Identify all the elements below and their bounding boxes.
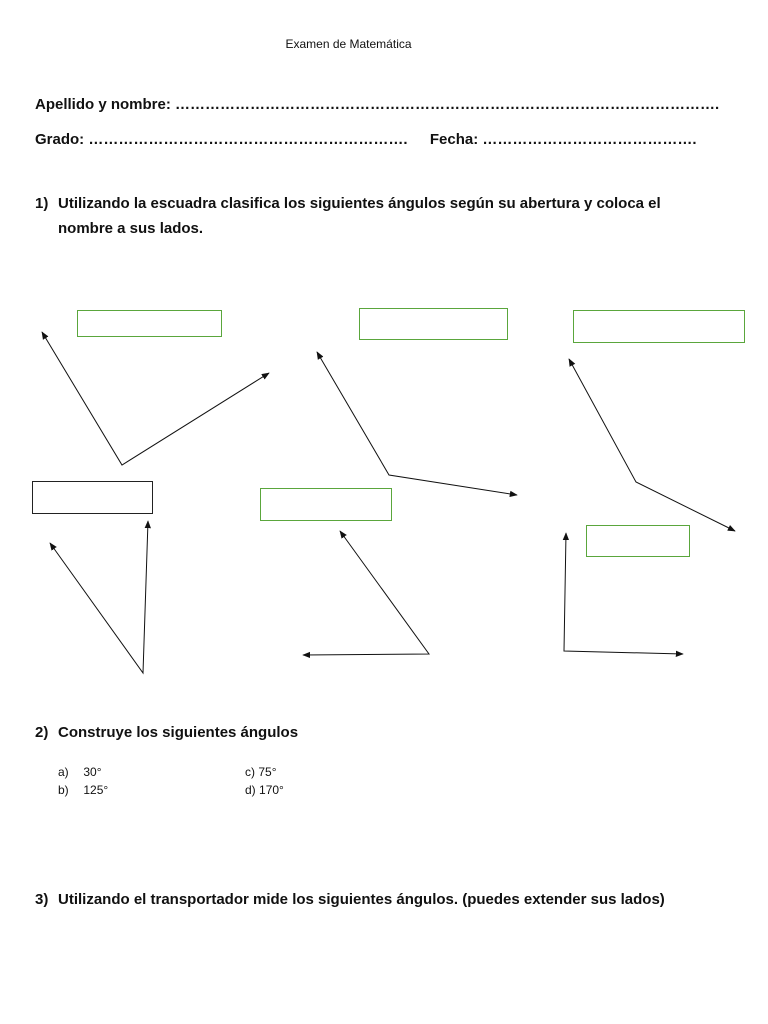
grade-dots[interactable]: ………………………………………………………. bbox=[88, 131, 408, 148]
date-dots[interactable]: ……………………………………. bbox=[482, 131, 697, 148]
question-3 bbox=[35, 887, 675, 912]
option-a-letter: a) bbox=[58, 765, 69, 779]
option-a-value: 30° bbox=[83, 765, 102, 779]
angle-4 bbox=[50, 521, 148, 673]
answer-box-1[interactable] bbox=[77, 310, 222, 337]
angle-1 bbox=[42, 332, 269, 465]
question-2-number: 2) bbox=[35, 724, 49, 741]
answer-box-2[interactable] bbox=[359, 308, 508, 340]
option-b-letter: b) bbox=[58, 783, 69, 797]
option-c-letter: c) bbox=[245, 765, 255, 779]
question-2-text: Construye los siguientes ángulos bbox=[58, 724, 299, 741]
name-label: Apellido y nombre: bbox=[35, 96, 171, 113]
question-3-number: 3) bbox=[35, 891, 49, 908]
name-dots[interactable]: ………………………………………………………………………………………………. bbox=[175, 96, 720, 113]
question-3-text: Utilizando el transportador mide los siguientes ángulos. (puedes extender sus lados) bbox=[58, 891, 665, 908]
page-title: Examen de Matemática bbox=[285, 37, 412, 51]
option-d bbox=[245, 781, 284, 799]
angle-5 bbox=[303, 531, 429, 655]
answer-box-5[interactable] bbox=[260, 488, 392, 521]
question-1-text: Utilizando la escuadra clasifica los siguientes ángulos según su abertura y coloca el nombre a sus lados. bbox=[58, 195, 661, 237]
answer-box-3[interactable] bbox=[573, 310, 745, 343]
option-d-value: 170° bbox=[259, 783, 284, 797]
option-a bbox=[58, 763, 102, 781]
question-2 bbox=[35, 720, 675, 745]
option-c bbox=[245, 763, 277, 781]
question-1-number: 1) bbox=[35, 195, 49, 212]
answer-box-6[interactable] bbox=[586, 525, 690, 557]
option-b-value: 125° bbox=[83, 783, 109, 797]
date-label: Fecha: bbox=[429, 131, 479, 148]
answer-box-4[interactable] bbox=[32, 481, 153, 514]
angle-2 bbox=[317, 352, 517, 495]
grade-label: Grado: bbox=[35, 131, 85, 148]
option-b bbox=[58, 781, 108, 799]
option-c-value: 75° bbox=[258, 765, 277, 779]
angle-3 bbox=[569, 359, 735, 531]
option-d-letter: d) bbox=[245, 783, 256, 797]
